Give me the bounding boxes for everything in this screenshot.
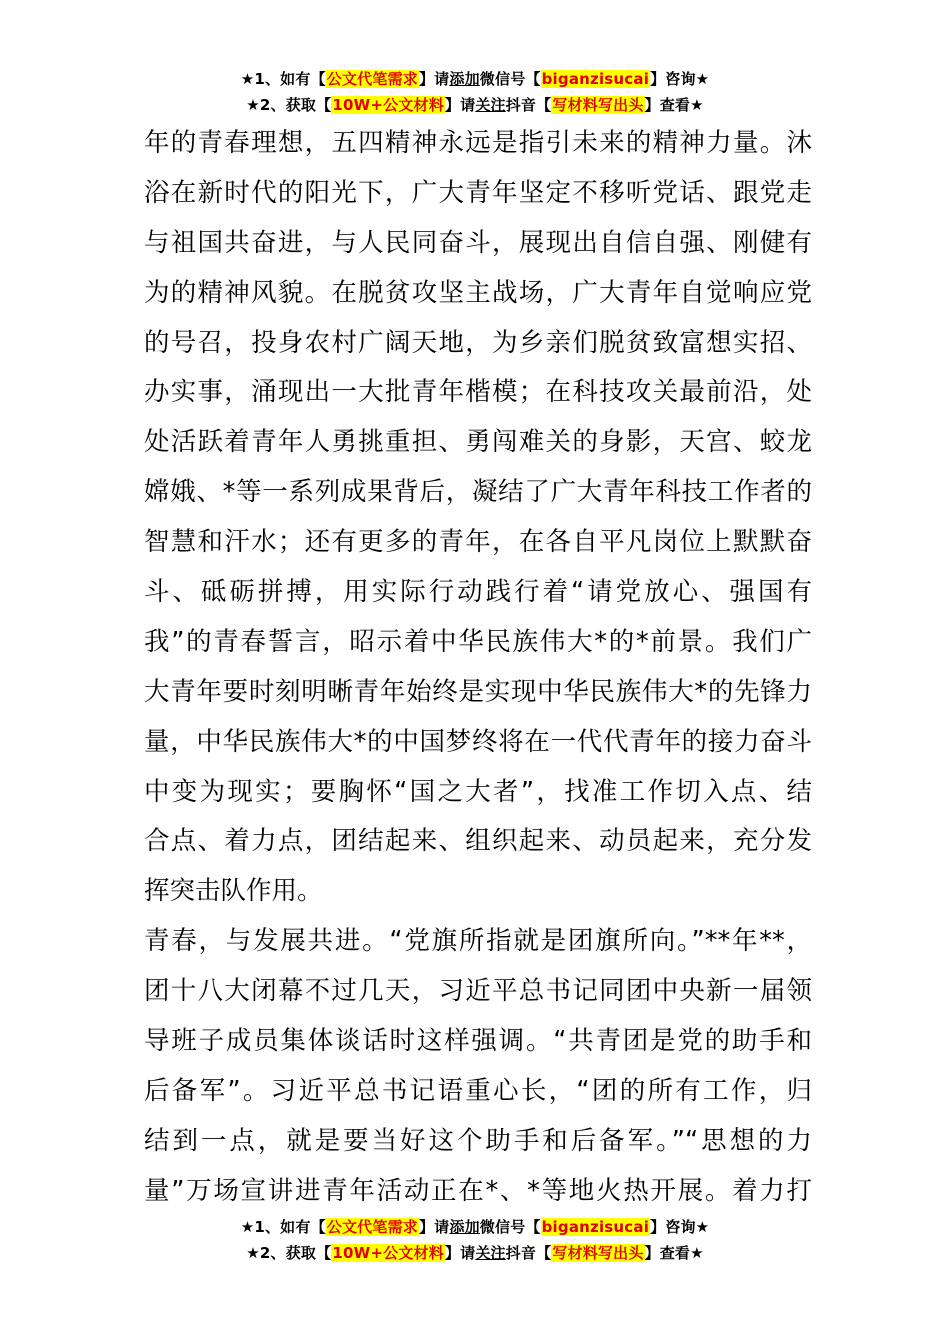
promo-text: 】请 <box>444 96 476 114</box>
promo-underlined-text: 添加 <box>449 1218 480 1236</box>
text-line: 我”的青春誓言，昭示着中华民族伟大*的*前景。我们广 <box>144 626 812 657</box>
promo-highlight: 公文代笔需求 <box>326 1218 418 1236</box>
text-line: 大青年要时刻明晰青年始终是实现中华民族伟大*的先锋力 <box>144 676 812 707</box>
text-line: 的号召，投身农村广阔天地，为乡亲们脱贫致富想实招、 <box>144 327 812 358</box>
text-line: 智慧和汗水；还有更多的青年，在各自平凡岗位上默默奋 <box>144 527 812 558</box>
promo-text: ★2、获取【 <box>246 1244 332 1262</box>
promo-highlight: 写材料写出头 <box>552 1244 644 1262</box>
footer-promo-banner <box>0 1214 950 1266</box>
promo-highlight: 10W+公文材料 <box>332 96 444 114</box>
text-line: 嫦娥、*等一系列成果背后，凝结了广大青年科技工作者的 <box>144 477 812 508</box>
promo-underlined-text: 关注 <box>475 1244 506 1262</box>
promo-line-2 <box>0 1240 950 1266</box>
text-line: 导班子成员集体谈话时这样强调。“共青团是党的助手和 <box>144 1026 812 1057</box>
promo-text: ★2、获取【 <box>246 96 332 114</box>
text-line: 浴在新时代的阳光下，广大青年坚定不移听党话、跟党走 <box>144 177 812 208</box>
text-line: 后备军”。习近平总书记语重心长，“团的所有工作，归 <box>144 1075 812 1106</box>
text-line: 办实事，涌现出一大批青年楷模；在科技攻关最前沿，处 <box>144 377 812 408</box>
promo-line-1 <box>0 66 950 92</box>
promo-text: 】咨询★ <box>650 70 710 88</box>
text-line: 与祖国共奋进，与人民同奋斗，展现出自信自强、刚健有 <box>144 227 812 258</box>
promo-text: 微信号【 <box>479 1218 541 1236</box>
text-line: 量”万场宣讲进青年活动正在*、*等地火热开展。着力打 <box>144 1175 812 1206</box>
promo-highlight: 公文代笔需求 <box>326 70 418 88</box>
promo-text: 】查看★ <box>644 96 704 114</box>
text-line: 量，中华民族伟大*的中国梦终将在一代代青年的接力奋斗 <box>144 726 812 757</box>
promo-underlined-text: 关注 <box>475 96 506 114</box>
promo-line-2 <box>0 92 950 118</box>
text-line: 处活跃着青年人勇挑重担、勇闯难关的身影，天宫、蛟龙 <box>144 427 812 458</box>
promo-text: 】查看★ <box>644 1244 704 1262</box>
promo-text: 抖音【 <box>505 96 552 114</box>
promo-highlight: biganzisucai <box>541 1218 650 1236</box>
promo-text: 】咨询★ <box>650 1218 710 1236</box>
text-line: 合点、着力点，团结起来、组织起来、动员起来，充分发 <box>144 826 812 857</box>
promo-text: 】请 <box>444 1244 476 1262</box>
document-body <box>144 119 812 1217</box>
paragraph <box>144 917 812 1216</box>
promo-text: ★1、如有【 <box>240 1218 326 1236</box>
text-line: 为的精神风貌。在脱贫攻坚主战场，广大青年自觉响应党 <box>144 277 812 308</box>
promo-line-1 <box>0 1214 950 1240</box>
promo-highlight: 10W+公文材料 <box>332 1244 444 1262</box>
promo-underlined-text: 添加 <box>449 70 480 88</box>
text-line: 青春，与发展共进。“党旗所指就是团旗所向。”**年**， <box>144 926 812 957</box>
paragraph <box>144 119 812 917</box>
text-line: 斗、砥砺拼搏，用实际行动践行着“请党放心、强国有 <box>144 577 812 608</box>
promo-text: 抖音【 <box>505 1244 552 1262</box>
text-line: 结到一点，就是要当好这个助手和后备军。”“思想的力 <box>144 1125 812 1156</box>
promo-highlight: biganzisucai <box>541 70 650 88</box>
text-line: 团十八大闭幕不过几天，习近平总书记同团中央新一届领 <box>144 976 812 1007</box>
promo-highlight: 写材料写出头 <box>552 96 644 114</box>
text-line: 中变为现实；要胸怀“国之大者”，找准工作切入点、结 <box>144 776 812 807</box>
promo-text: ★1、如有【 <box>240 70 326 88</box>
promo-text: 】请 <box>418 70 450 88</box>
promo-text: 微信号【 <box>479 70 541 88</box>
promo-text: 】请 <box>418 1218 450 1236</box>
text-line: 挥突击队作用。 <box>144 876 323 907</box>
text-line: 年的青春理想，五四精神永远是指引未来的精神力量。沐 <box>144 128 812 158</box>
header-promo-banner <box>0 66 950 118</box>
